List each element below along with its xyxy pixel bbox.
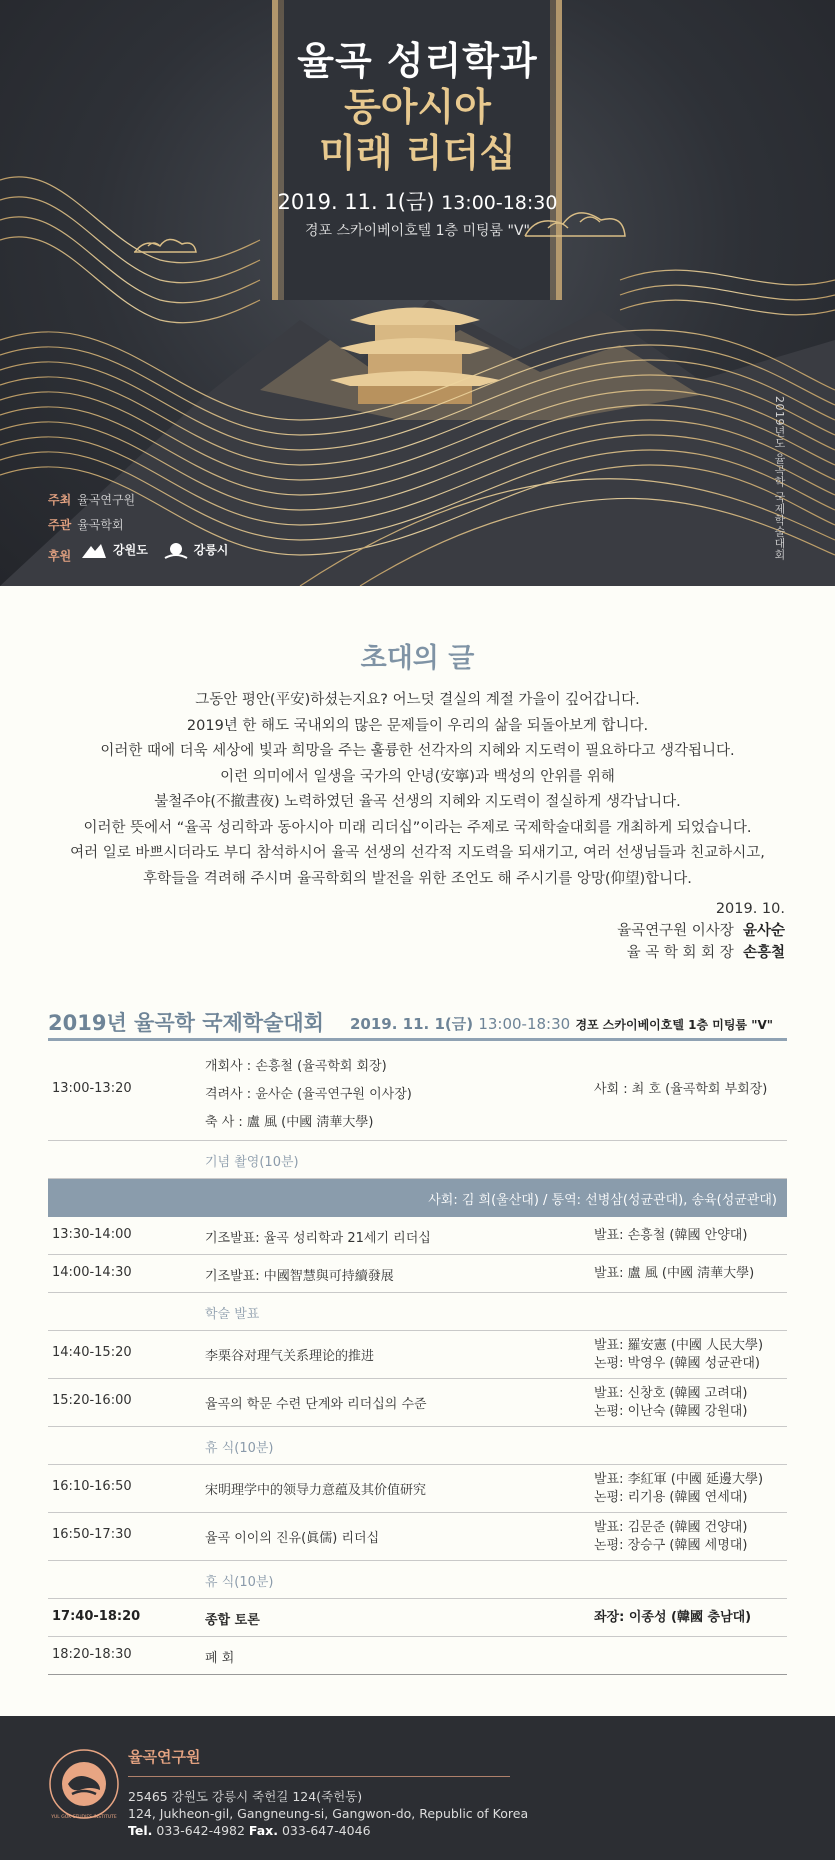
hero-venue: 경포 스카이베이호텔 1층 미팅룸 "V" — [305, 223, 530, 239]
fax-number: 033-647-4046 — [281, 1823, 371, 1838]
sponsor-line — [48, 538, 240, 569]
invitation-line: 이러한 뜻에서 “율곡 성리학과 동아시아 미래 리더십”이라는 주제로 국제학술대회를 개최하게 되었습니다. — [83, 819, 752, 836]
table-row-talk — [48, 1379, 787, 1427]
hero-credits — [48, 488, 240, 569]
hero-title-line2: 동아시아 — [344, 85, 491, 129]
hero-banner — [0, 0, 835, 586]
row-time: 17:40-18:20 — [52, 1609, 141, 1624]
row-time: 13:30-14:00 — [52, 1227, 132, 1242]
invitation-body — [30, 688, 805, 892]
row-session: 종합 토론 — [205, 1613, 260, 1628]
address-english: 124, Jukheon-gil, Gangneung-si, Gangwon-do, Republic of Korea — [128, 1806, 529, 1821]
row-session: 폐 회 — [205, 1651, 235, 1666]
institute-seal-logo — [46, 1746, 122, 1822]
program-time: 13:00-18:30 — [478, 1015, 571, 1033]
tel-number: 033-642-4982 — [156, 1823, 245, 1838]
row-time: 16:10-16:50 — [52, 1479, 132, 1494]
sign-line-1 — [617, 920, 785, 942]
moderators-text: 사회: 김 희(울산대) / 통역: 선병삼(성균관대), 송육(성균관대) — [428, 1193, 777, 1208]
program-title: 2019년 율곡학 국제학술대회 — [48, 1011, 324, 1035]
row-discussant: 논평: 박영우 (韓國 성균관대) — [594, 1356, 760, 1371]
sign-date: 2019. 10. — [715, 901, 785, 917]
table-row-break — [48, 1427, 787, 1465]
hero-title — [0, 38, 835, 176]
cloud-icon-left — [134, 239, 196, 252]
gangneung-logo-icon — [164, 542, 188, 560]
sponsor2-name: 강릉시 — [193, 543, 229, 557]
row-presenter: 발표: 李紅軍 (中國 延邊大學) — [594, 1472, 764, 1487]
footer-address — [128, 1788, 528, 1839]
row-moderator: 사회 : 최 호 (율곡학회 부회장) — [594, 1082, 768, 1097]
invitation-line: 후학들을 격려해 주시며 율곡학회의 발전을 위한 조언도 해 주시기를 앙망(仰望)합니다. — [143, 870, 692, 887]
row-time: 16:50-17:30 — [52, 1527, 132, 1542]
row-presenters — [594, 1337, 763, 1373]
sign-line-2 — [617, 942, 785, 964]
sponsor-gangneung — [164, 538, 229, 563]
contact-line — [128, 1822, 528, 1839]
table-row-talk — [48, 1331, 787, 1379]
footer — [0, 1716, 835, 1860]
address-korean: 25465 강원도 강릉시 죽헌길 124(죽헌동) — [128, 1789, 363, 1804]
table-row-opening — [48, 1041, 787, 1141]
invitation-line: 이런 의미에서 일생을 국가의 안녕(安寧)과 백성의 안위를 위해 — [220, 768, 615, 785]
invitation-line: 여러 일로 바쁘시더라도 부디 참석하시어 율곡 선생의 선각적 지도력을 되새기고, 여러 선생님들과 친교하시고, — [70, 845, 765, 861]
invitation-signature — [617, 898, 785, 964]
hero-vertical-caption: 2019년도 율곡학 국제학술대회 — [773, 396, 786, 561]
opening-line: 축 사 : 盧 風 (中國 淸華大學) — [205, 1115, 374, 1130]
table-row-keynote — [48, 1255, 787, 1293]
gangwon-logo-icon — [81, 542, 107, 560]
row-session: 율곡 이이의 진유(眞儒) 리더십 — [205, 1531, 380, 1546]
hero-date-line — [0, 186, 835, 216]
sponsor-label: 후원 — [48, 548, 72, 563]
row-presenter: 발표: 김문준 (韓國 건양대) — [594, 1520, 748, 1535]
host-label: 주최 — [48, 493, 72, 507]
host-line — [48, 488, 240, 513]
row-presenters — [594, 1519, 747, 1555]
opening-line: 격려사 : 윤사순 (율곡연구원 이사장) — [205, 1087, 412, 1102]
table-row-break — [48, 1561, 787, 1599]
sponsor-gangwon — [81, 538, 148, 563]
table-row-keynote — [48, 1217, 787, 1255]
row-session: 宋明理学中的领导力意蕴及其价值研究 — [205, 1483, 427, 1498]
row-time: 15:20-16:00 — [52, 1393, 132, 1408]
program-header — [48, 1005, 787, 1041]
row-presenter: 발표: 손흥철 (韓國 안양대) — [594, 1228, 748, 1243]
table-row-moderators-bar — [48, 1179, 787, 1217]
table-row-academic — [48, 1293, 787, 1331]
organizer-line — [48, 513, 240, 538]
row-discussant: 논평: 장승구 (韓國 세명대) — [594, 1538, 748, 1553]
row-session: 휴 식(10분) — [205, 1575, 274, 1590]
hero-title-line1: 율곡 성리학과 — [297, 39, 538, 83]
row-discussant: 논평: 이난숙 (韓國 강원대) — [594, 1404, 748, 1419]
logo-text: YUL GOK STUDIES INSTITUTE — [51, 1815, 117, 1820]
table-row-talk — [48, 1513, 787, 1561]
table-row-photo — [48, 1141, 787, 1179]
fax-label: Fax. — [248, 1823, 278, 1838]
sponsor1-name: 강원도 — [113, 543, 148, 557]
invitation-line: 불철주야(不撤晝夜) 노력하였던 율곡 선생의 지혜와 지도력이 절실하게 생각납니다. — [154, 794, 681, 810]
row-discussant: 논평: 리기용 (韓國 연세대) — [594, 1490, 748, 1505]
row-session: 기조발표: 中國智慧與可持續發展 — [205, 1269, 394, 1284]
organizer-label: 주관 — [48, 518, 72, 532]
organizer-name: 율곡학회 — [77, 518, 124, 532]
hero-date: 2019. 11. 1(금) — [277, 190, 435, 214]
row-presenter: 발표: 신창호 (韓國 고려대) — [594, 1386, 748, 1401]
tel-label: Tel. — [128, 1823, 153, 1838]
program-section — [48, 1005, 787, 1675]
table-row-closing — [48, 1637, 787, 1675]
hero-title-line3: 미래 리더십 — [319, 131, 516, 175]
invitation-title: 초대의 글 — [360, 643, 475, 674]
footer-divider — [128, 1776, 510, 1777]
row-session: 李栗谷对理气关系理论的推进 — [205, 1349, 375, 1364]
sign2-name: 손흥철 — [742, 945, 785, 961]
row-time: 14:40-15:20 — [52, 1345, 132, 1360]
row-session: 학술 발표 — [205, 1307, 260, 1322]
row-time: 13:00-13:20 — [52, 1081, 132, 1096]
row-presenters — [594, 1385, 747, 1421]
row-chair: 좌장: 이종성 (韓國 충남대) — [594, 1610, 752, 1625]
row-session: 율곡의 학문 수련 단계와 리더십의 수준 — [205, 1397, 427, 1412]
row-session: 기조발표: 율곡 성리학과 21세기 리더십 — [205, 1231, 431, 1246]
table-row-discussion — [48, 1599, 787, 1637]
row-presenter: 발표: 盧 風 (中國 淸華大學) — [594, 1266, 755, 1281]
row-time: 14:00-14:30 — [52, 1265, 132, 1280]
opening-line: 개회사 : 손흥철 (율곡학회 회장) — [205, 1059, 387, 1074]
invitation-line: 2019년 한 해도 국내외의 많은 문제들이 우리의 삶을 되돌아보게 합니다. — [186, 717, 649, 734]
footer-institute-name: 율곡연구원 — [128, 1748, 201, 1766]
row-presenter: 발표: 羅安憲 (中國 人民大學) — [594, 1338, 764, 1353]
sign2-role: 율 곡 학 회 회 장 — [626, 945, 734, 961]
hero-time: 13:00-18:30 — [441, 192, 558, 214]
program-date: 2019. 11. 1(금) — [349, 1015, 474, 1033]
host-name: 율곡연구원 — [77, 493, 136, 507]
row-session: 휴 식(10분) — [205, 1441, 274, 1456]
invitation-line: 이러한 때에 더욱 세상에 빛과 희망을 주는 훌륭한 선각자의 지혜와 지도력이 필요하다고 생각됩니다. — [100, 743, 735, 759]
table-row-talk — [48, 1465, 787, 1513]
sign1-role: 율곡연구원 이사장 — [617, 923, 734, 939]
program-date-line — [350, 1013, 773, 1034]
row-session: 기념 촬영(10분) — [205, 1155, 299, 1170]
row-time: 18:20-18:30 — [52, 1647, 132, 1662]
program-venue: 경포 스카이베이호텔 1층 미팅룸 "V" — [575, 1018, 773, 1032]
sign1-name: 윤사순 — [742, 923, 785, 939]
row-session — [205, 1053, 412, 1137]
row-presenters — [594, 1471, 763, 1507]
invitation-line: 그동안 평안(平安)하셨는지요? 어느덧 결실의 계절 가을이 깊어갑니다. — [195, 692, 640, 708]
